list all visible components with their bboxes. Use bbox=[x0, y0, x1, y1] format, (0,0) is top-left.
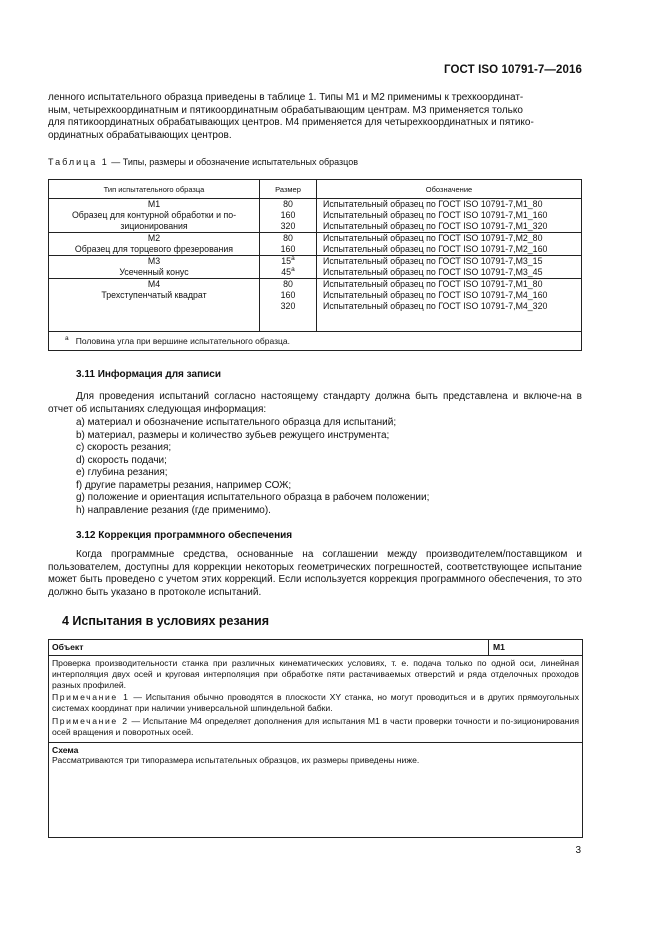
cell-type bbox=[49, 233, 260, 256]
cell-size bbox=[260, 256, 317, 279]
type-line: М1 bbox=[147, 199, 161, 209]
note-1-label: Примечание 1 bbox=[52, 692, 130, 703]
section-3-11-paragraph: Для проведения испытаний согласно настоящему стандарту должна быть представлена и включе-на в отчет об испытаниях следующая информация: bbox=[48, 391, 582, 415]
size-value: 320 bbox=[280, 221, 296, 231]
intro-line: для пятикоординатных обрабатывающих центров. М4 применяется для четырехкоординатных и пятико- bbox=[48, 117, 534, 128]
footnote-text: Половина угла при вершине испытательного образца. bbox=[75, 336, 290, 346]
table-row-m1 bbox=[49, 199, 582, 233]
intro-line: ординатных обрабатывающих центров. bbox=[48, 129, 232, 141]
list-item: d) скорость подачи; bbox=[76, 454, 167, 466]
designation-line: Испытательный образец по ГОСТ ISO 10791-7,М1_320 bbox=[323, 221, 548, 231]
size-value: 80 bbox=[283, 199, 293, 209]
object-text: Проверка производительности станка при различных кинематических условиях, т. е. подача только по одной оси, линейная интерполяция двух осей и круговая интерполяция при обработке пяти растачиваемых отверстий и ряда отделочных проходов разных профилей. bbox=[52, 658, 579, 690]
designation-line: Испытательный образец по ГОСТ ISO 10791-7,М1_80 bbox=[323, 199, 543, 209]
section-heading-3-11: 3.11 Информация для записи bbox=[76, 369, 221, 380]
table-row-m2 bbox=[49, 233, 582, 256]
object-description bbox=[49, 656, 582, 743]
scheme-label: Схема bbox=[52, 744, 79, 755]
table-header-row bbox=[49, 180, 582, 199]
info-list bbox=[76, 417, 429, 517]
test-object-box bbox=[48, 639, 583, 838]
note-1-text: — Испытания обычно проводятся в плоскости XY станка, но могут проводиться и в других прямоугольных системах координат при наличии универсальной шпиндельной бабки. bbox=[52, 692, 579, 714]
table-caption-label: Таблица 1 bbox=[48, 157, 109, 167]
object-label: Объект bbox=[49, 640, 489, 655]
size-value: 80 bbox=[283, 233, 293, 243]
list-item: b) материал, размеры и количество зубьев режущего инструмента; bbox=[76, 429, 390, 441]
section-heading-4: 4 Испытания в условиях резания bbox=[62, 614, 270, 628]
note-2 bbox=[52, 716, 579, 738]
type-line: М3 bbox=[147, 256, 161, 266]
table-caption bbox=[48, 157, 358, 168]
table-footnote-row bbox=[49, 332, 582, 351]
cell-size bbox=[260, 233, 317, 256]
note-2-text: — Испытание М4 определяет дополнения для испытания М1 в части проверки точности и по-зиционирования осей вращения и поворотных осей. bbox=[52, 715, 580, 737]
size-value: 160 bbox=[280, 210, 296, 220]
section-heading-3-12: 3.12 Коррекция программного обеспечения bbox=[76, 530, 293, 541]
cell-type bbox=[49, 256, 260, 279]
designation-line: Испытательный образец по ГОСТ ISO 10791-7,М1_160 bbox=[323, 210, 548, 220]
footnote-mark: a bbox=[65, 335, 69, 343]
document-header: ГОСТ ISO 10791-7—2016 bbox=[444, 64, 582, 76]
footnote-mark: a bbox=[291, 255, 295, 263]
size-value-with-footnote bbox=[262, 256, 314, 267]
cell-type bbox=[49, 279, 260, 332]
type-line: М2 bbox=[147, 233, 161, 243]
designation-line: Испытательный образец по ГОСТ ISO 10791-7,М3_15 bbox=[323, 256, 543, 266]
designation-line: Испытательный образец по ГОСТ ISO 10791-7,М4_160 bbox=[323, 290, 548, 300]
type-line: Трехступенчатый квадрат bbox=[101, 290, 207, 300]
cell-size bbox=[260, 279, 317, 332]
intro-paragraph bbox=[48, 92, 582, 142]
list-item: e) глубина резания; bbox=[76, 467, 168, 478]
cell-size bbox=[260, 199, 317, 233]
designation-line: Испытательный образец по ГОСТ ISO 10791-7,М3_45 bbox=[323, 267, 543, 277]
type-line: зиционирования bbox=[120, 221, 188, 231]
intro-line: ленного испытательного образца приведены в таблице 1. Типы М1 и М2 применимы к трехкоординат- bbox=[48, 92, 524, 103]
table-row-m4 bbox=[49, 279, 582, 332]
size-value-with-footnote bbox=[262, 267, 314, 278]
list-item: f) другие параметры резания, например СОЖ; bbox=[76, 479, 292, 491]
type-line: Образец для торцевого фрезерования bbox=[74, 244, 234, 254]
size-value: 45 bbox=[281, 267, 292, 277]
type-line: Образец для контурной обработки и по- bbox=[71, 210, 237, 220]
designation-line: Испытательный образец по ГОСТ ISO 10791-7,М4_320 bbox=[323, 301, 548, 311]
list-item: g) положение и ориентация испытательного образца в рабочем положении; bbox=[76, 492, 430, 503]
cell-designation bbox=[317, 199, 582, 233]
list-item: c) скорость резания; bbox=[76, 442, 172, 453]
cell-designation bbox=[317, 256, 582, 279]
table-caption-text: — Типы, размеры и обозначение испытательных образцов bbox=[108, 157, 359, 167]
scheme-text: Рассматриваются три типоразмера испытательных образцов, их размеры приведены ниже. bbox=[52, 755, 420, 766]
table-footnote bbox=[49, 332, 582, 351]
size-value: 15 bbox=[281, 256, 292, 266]
cell-type bbox=[49, 199, 260, 233]
section-3-12-paragraph: Когда программные средства, основанные на соглашении между производителем/поставщиком и пользователем, доступны для коррекции некоторых геометрических погрешностей, соответствующее испытание может быть проведено с учетом этих коррекций. Если используется коррекция программного обеспечения, то это должно быть указано в протоколе испытаний. bbox=[48, 549, 582, 598]
object-row bbox=[49, 640, 582, 656]
designation-line: Испытательный образец по ГОСТ ISO 10791-7,М2_160 bbox=[323, 244, 548, 254]
page-number: 3 bbox=[575, 845, 581, 856]
size-value: 160 bbox=[280, 290, 296, 300]
object-code: М1 bbox=[493, 642, 505, 652]
note-2-label: Примечание 2 bbox=[52, 715, 129, 726]
cell-designation bbox=[317, 233, 582, 256]
list-item: h) направление резания (где применимо). bbox=[76, 504, 271, 516]
size-value: 160 bbox=[280, 244, 296, 254]
header-type: Тип испытательного образца bbox=[49, 180, 260, 199]
footnote-mark: a bbox=[291, 266, 295, 274]
header-designation: Обозначение bbox=[317, 180, 582, 199]
designation-line: Испытательный образец по ГОСТ ISO 10791-7,М1_80 bbox=[323, 279, 543, 289]
list-item: a) материал и обозначение испытательного образца для испытаний; bbox=[76, 417, 397, 428]
table-row-m3 bbox=[49, 256, 582, 279]
specimen-table bbox=[48, 179, 582, 351]
header-size: Размер bbox=[260, 180, 317, 199]
intro-line: ным, четырехкоординатным и пятикоординатным обрабатывающим центрам. М3 применяется только bbox=[48, 104, 523, 116]
note-1 bbox=[52, 692, 579, 714]
designation-line: Испытательный образец по ГОСТ ISO 10791-7,М2_80 bbox=[323, 233, 543, 243]
scheme-block bbox=[49, 743, 582, 769]
size-value: 80 bbox=[283, 279, 293, 289]
cell-designation bbox=[317, 279, 582, 332]
type-line: М4 bbox=[147, 279, 161, 289]
size-value: 320 bbox=[280, 301, 296, 311]
type-line: Усеченный конус bbox=[119, 267, 189, 277]
